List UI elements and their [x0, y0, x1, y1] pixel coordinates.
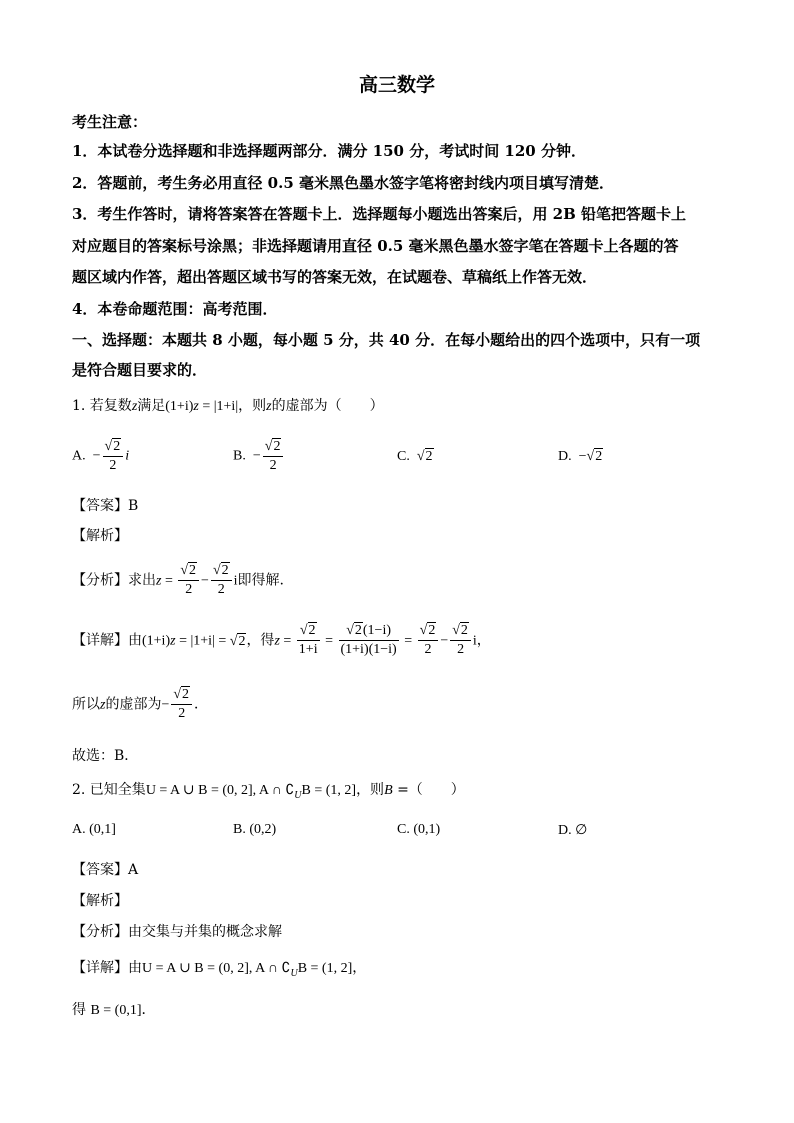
q1-stem: 1. 若复数z满足(1+i)z = |1+i|，则z的虚部为（ ）: [72, 398, 384, 414]
q2-stem: 2. 已知全集U = A ∪ B = (0, 2], A ∩ $∁_UB = (1$, 2]，则B =（ ）: [72, 782, 465, 801]
notice-item-1: 1．本试卷分选择题和非选择题两部分．满分 150 分，考试时间 120 分钟．: [72, 142, 586, 160]
q2-option-b: B. (0,2): [233, 822, 277, 837]
section-heading-line-1: 一、选择题：本题共 8 小题，每小题 5 分，共 40 分．在每小题给出的四个选项中，只有一项: [72, 331, 701, 349]
q1-fenxi: 【分析】求出z = $\frac{√2}{2}$ − $\frac{√2}{2}$ i即得解.: [72, 563, 284, 597]
q1-option-a: A. − $\frac{√2}{2}$ i: [72, 439, 130, 473]
q2-option-a: A. (0,1]: [72, 822, 116, 837]
q1-answer: 【答案】B: [72, 498, 139, 514]
q2-option-d: D. ∅: [558, 823, 588, 838]
q1-option-b: B. − $\frac{√2}{2}$: [233, 438, 285, 475]
q1-analysis-tag: 【解析】: [72, 528, 128, 544]
q1-detail: 【详解】由(1+i)z = |1+i| = √2，得z = $\frac{√2}{1+i}$ = $\frac{√2(1-i)}{(1+i)(1-i)}$ = $\frac{√2}{2}$ − $\frac{√2}{2}$ i，: [72, 623, 491, 657]
notice-item-4: 4．本卷命题范围：高考范围．: [72, 300, 278, 318]
q2-option-c: C. (0,1): [397, 822, 441, 837]
q1-choice: 故选：B．: [72, 748, 139, 764]
notice-item-3: 3．考生作答时，请将答案答在答题卡上．选择题每小题选出答案后，用 2B 铅笔把答题卡上: [72, 205, 687, 223]
q2-analysis-tag: 【解析】: [72, 893, 128, 909]
q1-option-d: D. −√2: [558, 449, 603, 464]
q1-option-c: C. √2: [397, 449, 433, 464]
section-heading-line-2: 是符合题目要求的．: [72, 361, 208, 379]
notice-item-2: 2．答题前，考生务必用直径 0.5 毫米黑色墨水签字笔将密封线内项目填写清楚．: [72, 174, 614, 192]
q2-result: 得 B = (0,1]．: [72, 1002, 156, 1018]
notice-item-3-cont-1: 对应题目的答案标号涂黑；非选择题请用直径 0.5 毫米黑色墨水签字笔在答题卡上各题的答: [72, 237, 679, 255]
page-title: 高三数学: [358, 74, 435, 96]
q1-conclusion: 所以z的虚部为− $\frac{√2}{2}$ ．: [72, 687, 209, 721]
var-z: z: [131, 399, 138, 414]
notice-item-3-cont-2: 题区域内作答，超出答题区域书写的答案无效，在试题卷、草稿纸上作答无效．: [72, 268, 598, 286]
q2-answer: 【答案】A: [72, 862, 139, 878]
q2-detail: 【详解】由U = A ∪ B = (0, 2], A ∩ $∁_UB = (1$, 2]，: [72, 960, 367, 979]
q2-fenxi: 【分析】由交集与并集的概念求解: [72, 924, 282, 940]
notice-heading: 考生注意：: [72, 113, 148, 131]
